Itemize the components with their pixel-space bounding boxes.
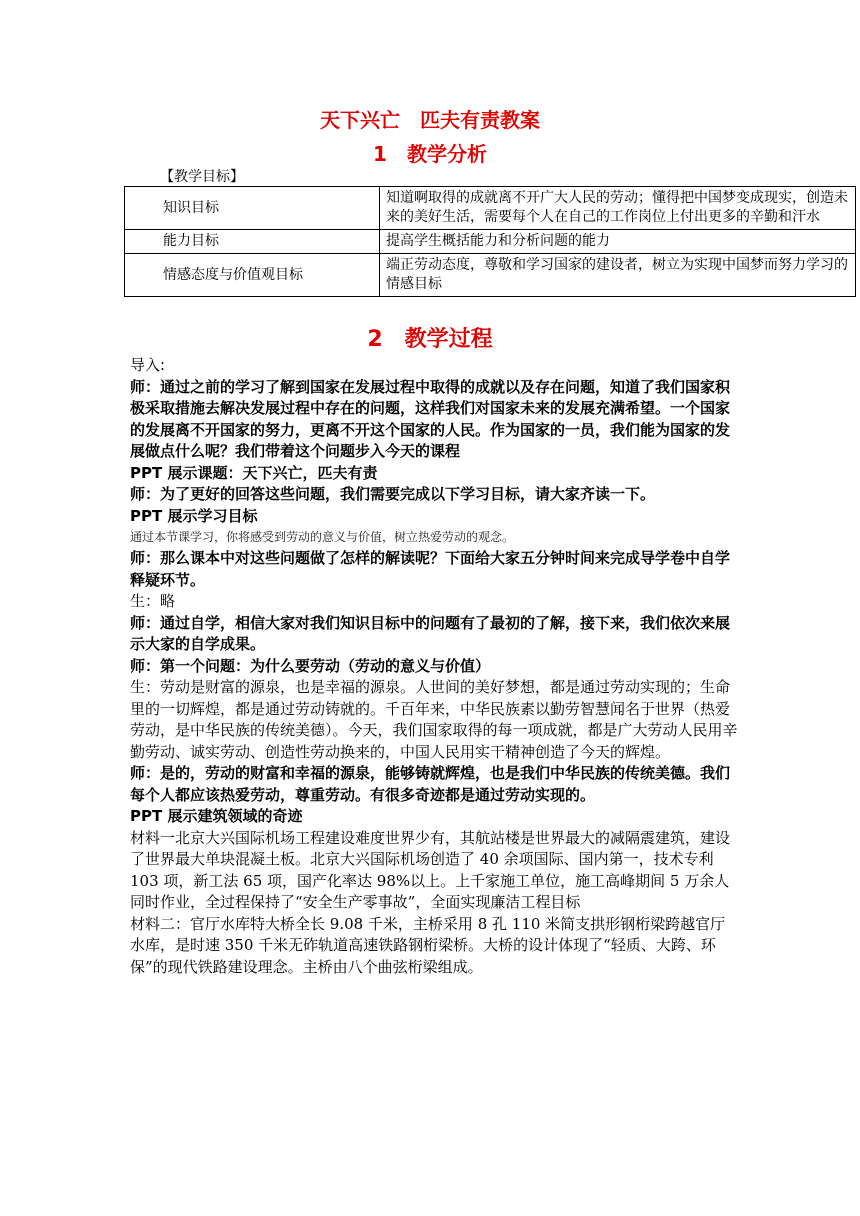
table-row	[125, 254, 856, 297]
section-heading-analysis: 1 教学分析	[373, 142, 487, 166]
paragraph: 生：略	[130, 592, 176, 610]
goal-name: 情感态度与价值观目标	[125, 254, 380, 297]
goal-content: 端正劳动态度，尊敬和学习国家的建设者，树立为实现中国梦而努力学习的情感目标	[380, 254, 856, 297]
table-row	[125, 230, 856, 254]
paragraph: PPT 展示课题：天下兴亡，匹夫有责	[130, 463, 378, 482]
paragraph: 导入:	[130, 356, 166, 374]
section-heading-process: 2 教学过程	[367, 327, 493, 352]
paragraph: 生：劳动是财富的源泉，也是幸福的源泉。人世间的美好梦想，都是通过劳动实现的；生命里的一切辉煌，都是通过劳动铸就的。千百年来，中华民族素以勤劳智慧闻名于世界（热爱劳动，是中华民族的传统美德）。今天，我们国家取得的每一项成就，都是广大劳动人民用辛勤劳动、诚实劳动、创造性劳动换来的，中国人民用实干精神创造了今天的辉煌。	[130, 678, 738, 761]
paragraph: 师：那么课本中对这些问题做了怎样的解读呢？下面给大家五分钟时间来完成导学卷中自学释疑环节。	[130, 549, 731, 589]
goal-content: 知道啊取得的成就离不开广大人民的劳动；懂得把中国梦变成现实，创造未来的美好生活，需要每个人在自己的工作岗位上付出更多的辛勤和汗水	[380, 187, 856, 230]
goal-content: 提高学生概括能力和分析问题的能力	[380, 230, 856, 254]
paragraph: 师：是的，劳动的财富和幸福的源泉，能够铸就辉煌，也是我们中华民族的传统美德。我们每个人都应该热爱劳动，尊重劳动。有很多奇迹都是通过劳动实现的。	[130, 764, 731, 804]
paragraph: 师：第一个问题：为什么要劳动（劳动的意义与价值）	[130, 656, 491, 675]
paragraph: PPT 展示学习目标	[130, 506, 258, 525]
goal-name: 知识目标	[125, 187, 380, 230]
paragraph: 师：通过自学，相信大家对我们知识目标中的问题有了最初的了解，接下来，我们依次来展示大家的自学成果。	[130, 613, 731, 653]
paragraph: 材料二：官厅水库特大桥全长 9.08 千米，主桥采用 8 孔 110 米简支拱形钢桁梁跨越官厅水库，是时速 350 千米无砟轨道高速铁路钢桁梁桥。大桥的设计体现了“轻质、大跨、环保”的现代铁路建设理念。主桥由八个曲弦桁梁组成。	[130, 914, 726, 976]
document-title: 天下兴亡 匹夫有责教案	[320, 108, 540, 132]
paragraph: 师：通过之前的学习了解到国家在发展过程中取得的成就以及存在问题，知道了我们国家积极采取措施去解决发展过程中存在的问题，这样我们对国家未来的发展充满希望。一个国家的发展离不开国家的努力，更离不开这个国家的人民。作为国家的一员，我们能为国家的发展做点什么呢？我们带着这个问题步入今天的课程	[130, 377, 731, 460]
goals-table	[124, 186, 856, 297]
paragraph: 通过本节课学习，你将感受到劳动的意义与价值，树立热爱劳动的观念。	[130, 530, 515, 544]
paragraph: PPT 展示建筑领域的奇迹	[130, 807, 303, 825]
paragraph: 师：为了更好的回答这些问题，我们需要完成以下学习目标，请大家齐读一下。	[130, 485, 656, 503]
lesson-body	[130, 355, 738, 978]
goal-name: 能力目标	[125, 230, 380, 254]
paragraph: 材料一北京大兴国际机场工程建设难度世界少有，其航站楼是世界最大的减隔震建筑，建设了世界最大单块混凝土板。北京大兴国际机场创造了 40 余项国际、国内第一，技术专利 103 项，新工法 65 项，国产化率达 98%以上。上千家施工单位，施工高峰期间 5 万余人同时作业，全过程保持了“安全生产零事故”，全面实现廉洁工程目标	[130, 828, 731, 911]
table-row	[125, 187, 856, 230]
goals-label: 【教学目标】	[160, 169, 244, 185]
